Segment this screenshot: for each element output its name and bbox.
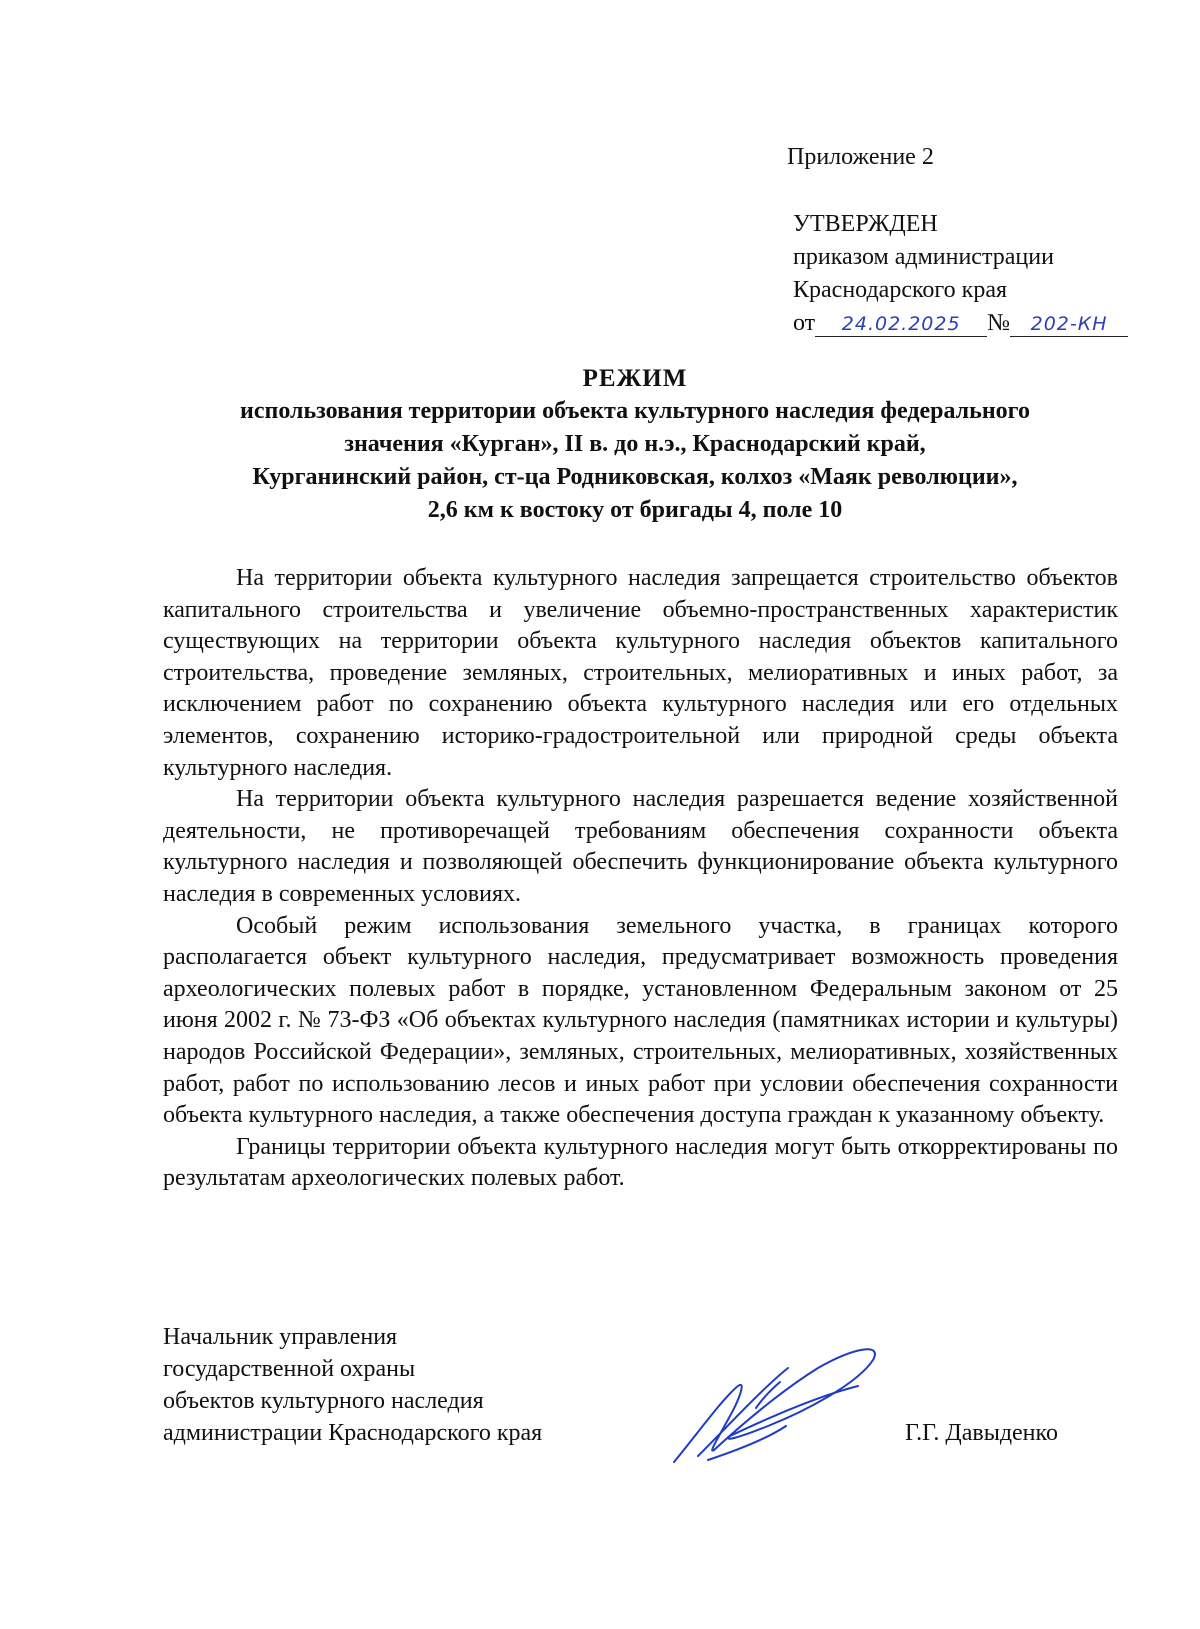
from-label: от bbox=[793, 310, 816, 336]
order-line bbox=[793, 307, 1128, 340]
approval-line-1: приказом администрации bbox=[793, 244, 1054, 270]
title-main: РЕЖИМ bbox=[582, 365, 688, 392]
signer-position bbox=[163, 1321, 542, 1449]
paragraph-prohibited: На территории объекта культурного наследия запрещается строительство объектов капитального строительства и увеличение объемно-пространственных характеристик существующих на территории объекта культурного наследия объектов капитального строительства, проведение земляных, строительных, мелиоративных и иных работ, за исключением работ по сохранению объекта культурного наследия или его отдельных элементов, сохранению историко-градостроительной или природной среды объекта культурного наследия. bbox=[163, 565, 1118, 781]
paragraph-boundaries: Границы территории объекта культурного наследия могут быть откорректированы по результатам археологических полевых работ. bbox=[163, 1133, 1118, 1192]
title-line-1: использования территории объекта культурного наследия федерального bbox=[240, 398, 1030, 424]
signer-line-1: Начальник управления bbox=[163, 1324, 398, 1350]
appendix-label: Приложение 2 bbox=[787, 144, 934, 170]
signer-name: Г.Г. Давыденко bbox=[905, 1420, 1058, 1446]
approval-heading: УТВЕРЖДЕН bbox=[793, 211, 938, 237]
handwritten-number: 202-КН bbox=[1010, 312, 1128, 337]
document-body bbox=[163, 563, 1118, 1195]
document-title bbox=[160, 362, 1110, 527]
handwritten-signature bbox=[668, 1338, 888, 1468]
approval-block bbox=[793, 208, 1128, 340]
paragraph-permitted: На территории объекта культурного наследия разрешается ведение хозяйственной деятельности, не противоречащей требованиям обеспечения сохранности объекта культурного наследия и позволяющей обеспечить функционирование объекта культурного наследия в современных условиях. bbox=[163, 786, 1118, 907]
title-line-2: значения «Курган», II в. до н.э., Краснодарский край, bbox=[344, 431, 926, 457]
signer-line-4: администрации Краснодарского края bbox=[163, 1420, 543, 1446]
signer-line-3: объектов культурного наследия bbox=[163, 1388, 484, 1414]
approval-line-2: Краснодарского края bbox=[793, 277, 1008, 303]
title-line-4: 2,6 км к востоку от бригады 4, поле 10 bbox=[427, 497, 843, 523]
handwritten-date: 24.02.2025 bbox=[815, 312, 987, 337]
signer-line-2: государственной охраны bbox=[163, 1356, 416, 1382]
paragraph-special-regime: Особый режим использования земельного участка, в границах которого располагается объект культурного наследия, предусматривает возможность проведения археологических полевых работ в порядке, установленном Федеральным законом от 25 июня 2002 г. № 73-ФЗ «Об объектах культурного наследия (памятниках истории и культуры) народов Российской Федерации», земляных, строительных, мелиоративных, хозяйственных работ, работ по использованию лесов и иных работ при условии обеспечения сохранности объекта культурного наследия, а также обеспечения доступа граждан к указанному объекту. bbox=[163, 912, 1118, 1129]
number-label: № bbox=[987, 310, 1011, 336]
title-line-3: Курганинский район, ст-ца Родниковская, колхоз «Маяк революции», bbox=[252, 464, 1018, 490]
